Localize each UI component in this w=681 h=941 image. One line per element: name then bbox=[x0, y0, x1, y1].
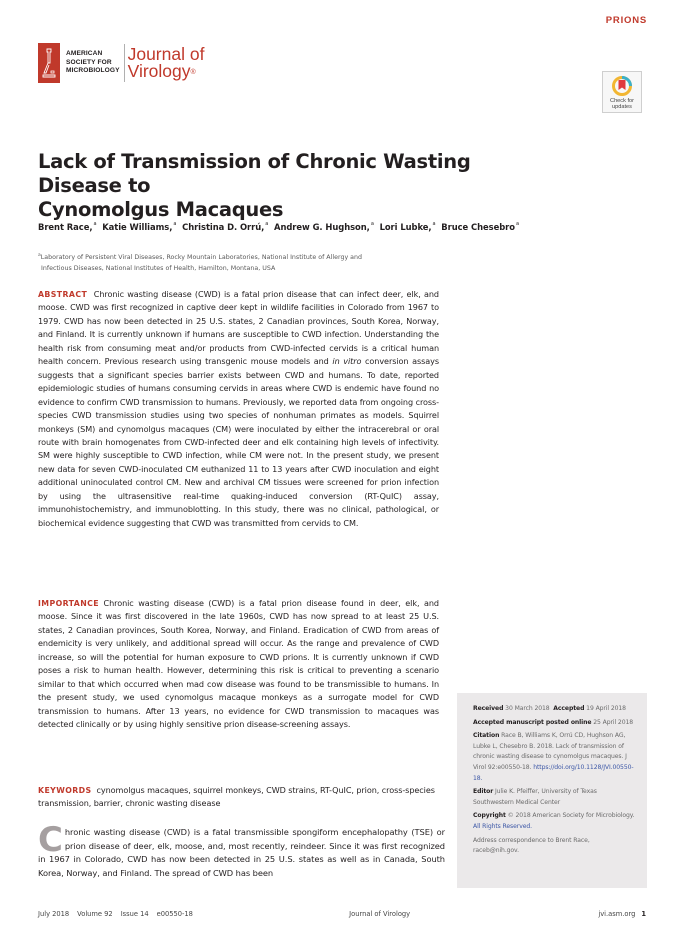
issue: Issue 14 bbox=[120, 910, 149, 918]
publisher-name-line: MICROBIOLOGY bbox=[66, 67, 120, 75]
accepted-date: 19 April 2018 bbox=[586, 705, 626, 712]
posted-online bbox=[473, 718, 635, 729]
check-for-updates-button[interactable] bbox=[602, 71, 642, 113]
journal-name-line: Journal of bbox=[127, 44, 205, 64]
issue-date: July 2018 bbox=[38, 910, 70, 918]
affiliation-line: Infectious Diseases, National Institutes of Health, Hamilton, Montana, USA bbox=[41, 264, 276, 272]
affiliation-mark: a bbox=[38, 253, 41, 258]
author[interactable] bbox=[441, 222, 519, 232]
author[interactable] bbox=[38, 222, 96, 232]
received-label: Received bbox=[473, 705, 504, 712]
introduction-text bbox=[38, 820, 445, 880]
affiliation-mark: a bbox=[93, 221, 97, 227]
affiliation-mark: a bbox=[265, 221, 269, 227]
posted-label: Accepted manuscript posted online bbox=[473, 718, 592, 726]
copyright bbox=[473, 811, 635, 832]
importance-text: Chronic wasting disease (CWD) is a fatal prion disease found in deer, elk, and moose. Since it was first discovered in the late 1960s, CWD has now spread to at least 25 U.S. states, 2 Canadian provinces, South Korea, Norway, and Finland. Eradication of CWD from areas of endemicity is very unlikely, and additional spread will occur. As the range and prevalence of CWD increase, so will the potential for human exposure to CWD prions. It is currently unknown if CWD poses a risk to human health. However, determining this risk is critical to preventing a scenario similar to that which occurred when mad cow disease was found to be transmissible to humans. In the present study, we used cynomolgus macaque monkeys as a surrogate model for CWD transmission to humans. After 13 years, no evidence for CWD transmission to macaques was detected clinically or by using highly sensitive prion disease-screening assays. bbox=[38, 598, 439, 730]
publisher-name-line: SOCIETY FOR bbox=[66, 58, 112, 66]
affiliation-mark: a bbox=[173, 221, 177, 227]
issue-info bbox=[38, 910, 201, 918]
abstract-italic-term: in vitro bbox=[332, 356, 362, 367]
article-id: e00550-18 bbox=[156, 910, 193, 918]
check-label-line: updates bbox=[612, 104, 632, 110]
copyright-label: Copyright bbox=[473, 812, 506, 820]
drop-cap: C bbox=[38, 820, 63, 860]
author[interactable] bbox=[274, 222, 374, 232]
title-line: Cynomolgus Macaques bbox=[38, 198, 284, 221]
article-title bbox=[38, 150, 498, 222]
website-link[interactable]: jvi.asm.org bbox=[598, 910, 636, 918]
registered-mark: ® bbox=[190, 69, 196, 76]
author-name: Bruce Chesebro bbox=[441, 222, 515, 232]
affiliation-mark: a bbox=[432, 221, 436, 227]
journal-name-line: Virology bbox=[127, 61, 191, 81]
intro-paragraph: hronic wasting disease (CWD) is a fatal transmissible spongiform encephalopathy (TSE) or prion disease of deer, elk, moose, and, most recently, reindeer. Since it was first recognized in 1967 in Colorado, CWD has now been detected in 25 U.S. states as well as in Canada, South Korea, Norway, and Finland. The spread of CWD has been bbox=[38, 827, 445, 878]
dates bbox=[473, 704, 635, 715]
publisher-name-line: AMERICAN bbox=[66, 50, 103, 58]
author[interactable] bbox=[182, 222, 268, 232]
logo-divider bbox=[124, 44, 125, 82]
posted-date: 25 April 2018 bbox=[593, 718, 634, 726]
author[interactable] bbox=[102, 222, 176, 232]
author-name: Christina D. Orrú, bbox=[182, 222, 265, 232]
affiliation-mark: a bbox=[370, 221, 374, 227]
abstract bbox=[38, 288, 439, 530]
author-name: Lori Lubke, bbox=[379, 222, 432, 232]
author-name: Brent Race, bbox=[38, 222, 93, 232]
correspondence: Address correspondence to Brent Race, raceb@nih.gov. bbox=[473, 836, 590, 855]
keywords-heading: KEYWORDS bbox=[38, 786, 92, 795]
page-number: 1 bbox=[641, 910, 646, 918]
editor-label: Editor bbox=[473, 788, 494, 796]
affiliation-line: Laboratory of Persistent Viral Diseases, Rocky Mountain Laboratories, National Institute of Allergy and bbox=[40, 254, 363, 262]
author-name: Katie Williams, bbox=[102, 222, 173, 232]
citation-text: Race B, Williams K, Orrú CD, Hughson AG, Lubke L, Chesebro B. 2018. Lack of transmission of chronic wasting disease to cynomolgus macaques. J Virol 92:e00550-18. bbox=[473, 732, 627, 771]
abstract-heading: ABSTRACT bbox=[38, 290, 88, 299]
article-info-box bbox=[457, 693, 647, 888]
journal-name bbox=[128, 46, 205, 80]
section-label: PRIONS bbox=[605, 15, 647, 26]
footer-journal-name: Journal of Virology bbox=[349, 910, 411, 918]
publisher-name bbox=[66, 50, 120, 75]
affiliation bbox=[38, 251, 418, 274]
check-for-updates-label bbox=[610, 98, 634, 110]
microscope-icon bbox=[38, 43, 60, 83]
author[interactable] bbox=[380, 222, 436, 232]
author-list bbox=[38, 222, 519, 232]
page-footer bbox=[38, 910, 646, 918]
footer-right bbox=[598, 910, 646, 918]
abstract-text: conversion assays suggests that a significant species barrier exists between CWD and humans. To date, reported epidemiologic studies of humans consuming cervids in areas where CWD is endemic have found no evidence to confirm CWD transmission to humans. Previously, we reported data from ongoing cross-species CWD transmission studies using two species of nonhuman primates as models. Squirrel monkeys (SM) and cynomolgus macaques (CM) were inoculated by either the intracerebral or oral route with brain homogenates from CWD-infected deer and elk containing high levels of infectivity. SM were highly susceptible to CWD infection, while CM were not. In the present study, we present new data for seven CWD-inoculated CM euthanized 11 to 13 years after CWD inoculation and eight additional uninoculated control CM. New and archival CM tissues were screened for prion infection by using the ultrasensitive real-time quaking-induced conversion (RT-QuIC) assay, immunohistochemistry, and immunoblotting. In this study, there was no clinical, pathological, or biochemical evidence suggesting that CWD was transmitted from cervids to CM. bbox=[38, 356, 439, 528]
copyright-text: © 2018 American Society for Microbiology. bbox=[507, 812, 635, 820]
editor bbox=[473, 787, 635, 808]
check-label-line: Check for bbox=[610, 98, 634, 104]
keywords bbox=[38, 784, 439, 811]
author-name: Andrew G. Hughson, bbox=[274, 222, 370, 232]
journal-logo bbox=[38, 42, 204, 84]
affiliation-mark: a bbox=[515, 221, 519, 227]
volume: Volume 92 bbox=[77, 910, 113, 918]
bookmark-badge-icon bbox=[611, 75, 633, 97]
importance bbox=[38, 597, 439, 732]
abstract-text: Chronic wasting disease (CWD) is a fatal prion disease that can infect deer, elk, and moose. CWD was first recognized in captive deer kept in wildlife facilities in Colorado from 1967 to 1979. CWD has now been detected in 25 U.S. states, 2 Canadian provinces, South Korea, Norway, and Finland. It is currently unknown if humans are susceptible to CWD infection. Understanding the health risk from consuming meat and/or products from CWD-infected cervids is a critical human health concern. Previous research using transgenic mouse models and bbox=[38, 289, 439, 367]
doi-link[interactable]: https://doi.org/10.1128/JVI.00550-18. bbox=[473, 763, 634, 782]
received-date: 30 March 2018 bbox=[505, 705, 550, 712]
editor-text: Julie K. Pfeiffer, University of Texas Southwestern Medical Center bbox=[473, 788, 597, 806]
rights-link[interactable]: All Rights Reserved. bbox=[473, 822, 532, 830]
title-line: Lack of Transmission of Chronic Wasting Disease to bbox=[38, 150, 471, 197]
citation bbox=[473, 731, 635, 784]
importance-heading: IMPORTANCE bbox=[38, 599, 99, 608]
citation-label: Citation bbox=[473, 732, 500, 740]
keywords-text: cynomolgus macaques, squirrel monkeys, CWD strains, RT-QuIC, prion, cross-species transmission, barrier, chronic wasting disease bbox=[38, 785, 435, 809]
accepted-label: Accepted bbox=[553, 705, 585, 712]
